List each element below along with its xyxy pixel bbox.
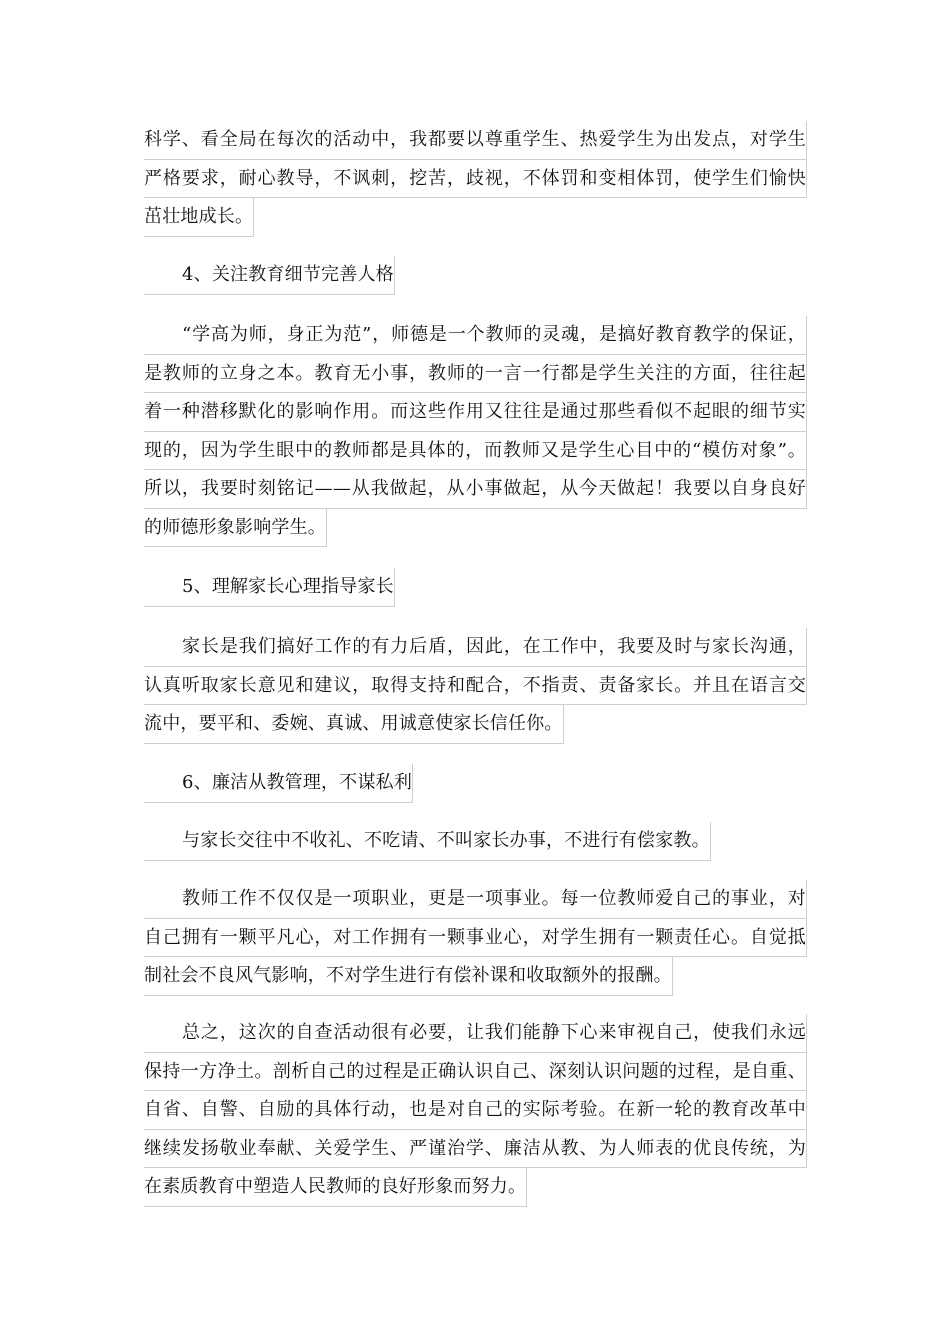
paragraph-6 bbox=[144, 1014, 807, 1207]
text-line: 认真听取家长意见和建议，取得支持和配合，不指责、责备家长。并且在语言交 bbox=[144, 667, 807, 706]
text-line: 制社会不良风气影响，不对学生进行有偿补课和收取额外的报酬。 bbox=[144, 957, 673, 996]
heading-text: 5、理解家长心理指导家长 bbox=[144, 568, 395, 607]
heading-text: 4、关注教育细节完善人格 bbox=[144, 256, 395, 295]
text-line: 保持一方净土。剖析自己的过程是正确认识自己、深刻认识问题的过程，是自重、 bbox=[144, 1053, 807, 1092]
text-line: 科学、看全局在每次的活动中，我都要以尊重学生、热爱学生为出发点，对学生 bbox=[144, 121, 807, 160]
text-line: 是教师的立身之本。教育无小事，教师的一言一行都是学生关注的方面，往往起 bbox=[144, 355, 807, 394]
text-line: 现的，因为学生眼中的教师都是具体的，而教师又是学生心目中的“模仿对象”。 bbox=[144, 432, 807, 471]
text-line: 总之，这次的自查活动很有必要，让我们能静下心来审视自己，使我们永远 bbox=[144, 1014, 807, 1053]
text-line: 自己拥有一颗平凡心，对工作拥有一颗事业心，对学生拥有一颗责任心。自觉抵 bbox=[144, 919, 807, 958]
text-line: “学高为师，身正为范”，师德是一个教师的灵魂，是搞好教育教学的保证， bbox=[144, 316, 807, 355]
text-line: 着一种潜移默化的影响作用。而这些作用又往往是通过那些看似不起眼的细节实 bbox=[144, 393, 807, 432]
text-line: 在素质教育中塑造人民教师的良好形象而努力。 bbox=[144, 1168, 527, 1207]
text-line: 严格要求，耐心教导，不讽刺，挖苦，歧视，不体罚和变相体罚，使学生们愉快 bbox=[144, 160, 807, 199]
section-heading-6 bbox=[144, 764, 413, 803]
paragraph-1 bbox=[144, 121, 807, 237]
paragraph-5 bbox=[144, 880, 807, 996]
heading-text: 6、廉洁从教管理，不谋私利 bbox=[144, 764, 413, 803]
text-line: 与家长交往中不收礼、不吃请、不叫家长办事，不进行有偿家教。 bbox=[144, 822, 711, 861]
paragraph-4 bbox=[144, 822, 711, 861]
text-line: 的师德形象影响学生。 bbox=[144, 509, 327, 548]
section-heading-5 bbox=[144, 568, 395, 607]
paragraph-3 bbox=[144, 628, 807, 744]
text-line: 茁壮地成长。 bbox=[144, 198, 254, 237]
text-line: 家长是我们搞好工作的有力后盾，因此，在工作中，我要及时与家长沟通， bbox=[144, 628, 807, 667]
text-line: 自省、自警、自励的具体行动，也是对自己的实际考验。在新一轮的教育改革中 bbox=[144, 1091, 807, 1130]
paragraph-2 bbox=[144, 316, 807, 547]
text-line: 所以，我要时刻铭记——从我做起，从小事做起，从今天做起！我要以自身良好 bbox=[144, 470, 807, 509]
section-heading-4 bbox=[144, 256, 395, 295]
text-line: 教师工作不仅仅是一项职业，更是一项事业。每一位教师爱自己的事业，对 bbox=[144, 880, 807, 919]
text-line: 继续发扬敬业奉献、关爱学生、严谨治学、廉洁从教、为人师表的优良传统，为 bbox=[144, 1130, 807, 1169]
text-line: 流中，要平和、委婉、真诚、用诚意使家长信任你。 bbox=[144, 705, 564, 744]
